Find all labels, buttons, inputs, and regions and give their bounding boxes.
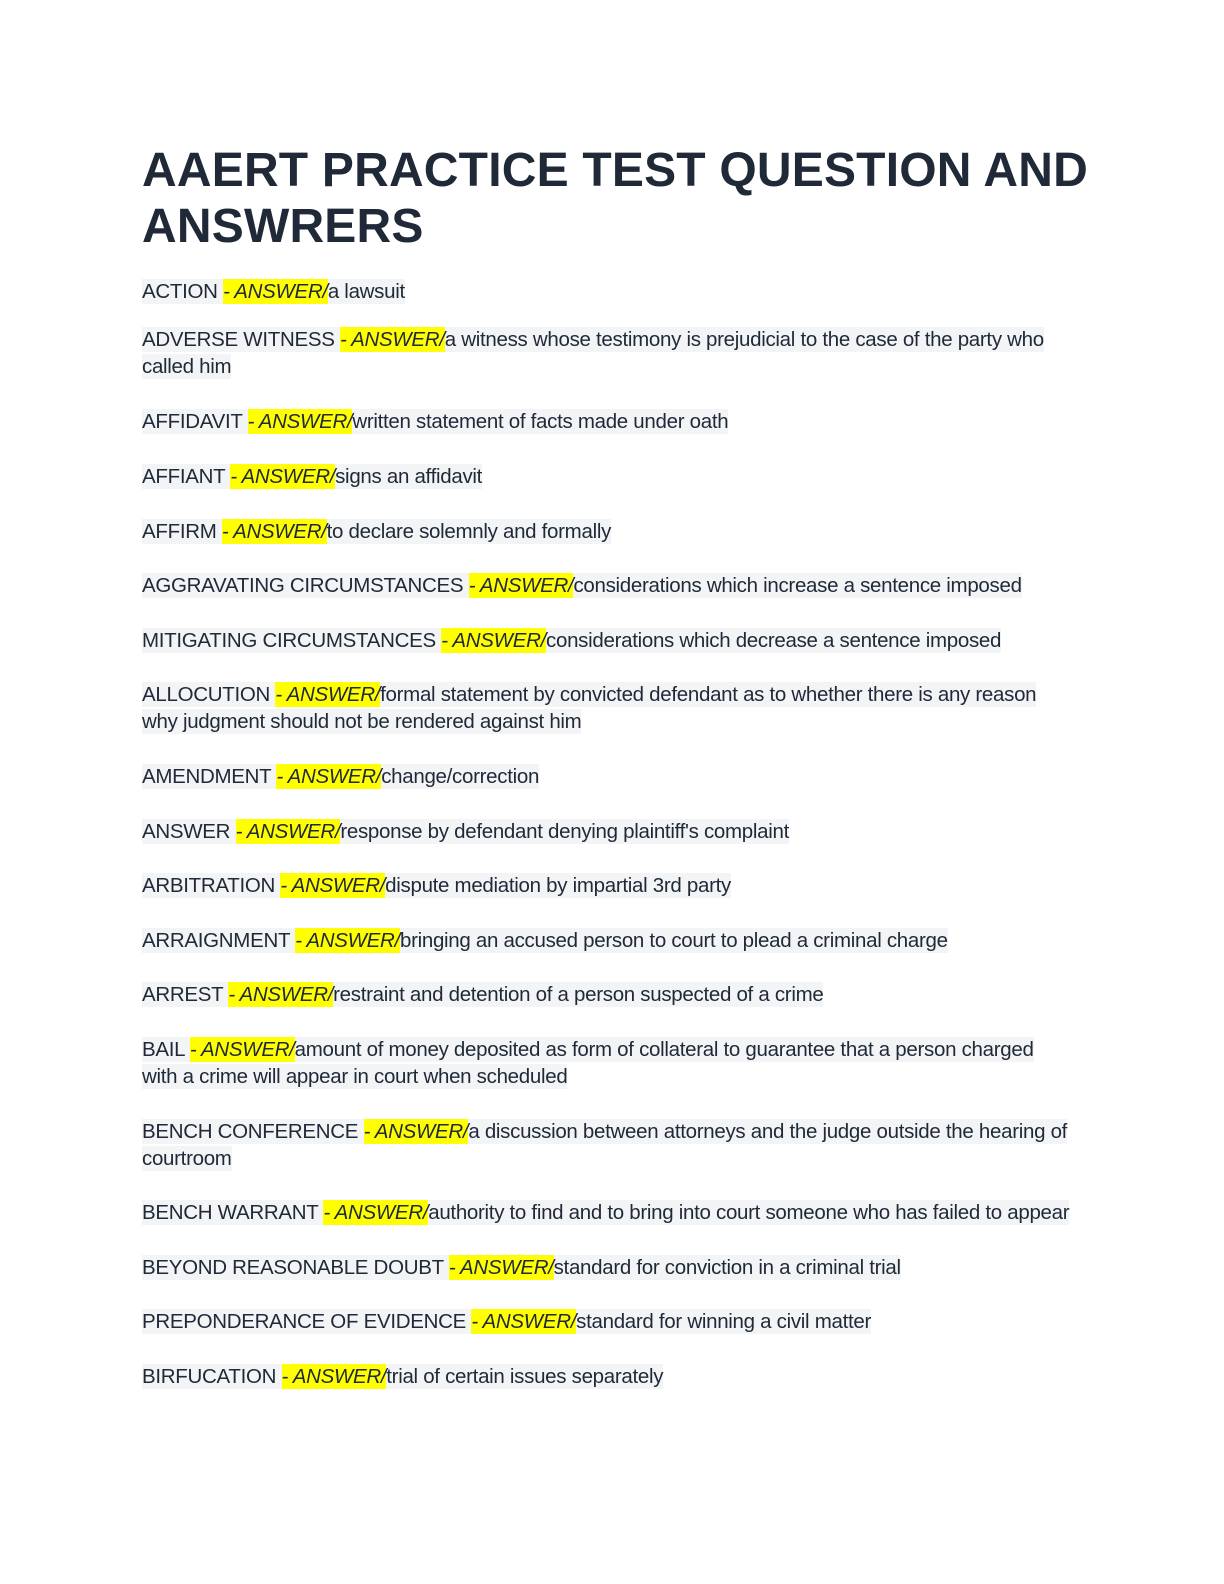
glossary-entry — [142, 1254, 1072, 1281]
glossary-entry — [142, 1118, 1072, 1172]
entry-term: ARRAIGNMENT — [142, 929, 290, 952]
entry-definition: authority to find and to bring into court someone who has failed to appear — [428, 1201, 1070, 1224]
entry-term: AFFIRM — [142, 520, 217, 543]
entry-term: ADVERSE WITNESS — [142, 328, 335, 351]
entry-term: BEYOND REASONABLE DOUBT — [142, 1256, 444, 1279]
entry-definition: considerations which increase a sentence imposed — [573, 574, 1022, 597]
glossary-entry — [142, 572, 1072, 599]
answer-marker: - ANSWER/ — [468, 574, 574, 597]
entry-term: ALLOCUTION — [142, 683, 270, 706]
answer-marker: - ANSWER/ — [441, 629, 547, 652]
answer-marker: - ANSWER/ — [223, 280, 328, 303]
entry-term: AGGRAVATING CIRCUMSTANCES — [142, 574, 464, 597]
answer-marker: - ANSWER/ — [323, 1201, 429, 1224]
answer-marker: - ANSWER/ — [230, 465, 336, 488]
glossary-entry — [142, 1199, 1072, 1226]
entry-definition: bringing an accused person to court to plead a criminal charge — [399, 929, 948, 952]
answer-marker: - ANSWER/ — [295, 929, 400, 952]
answer-marker: - ANSWER/ — [189, 1038, 295, 1061]
glossary-entry — [142, 1308, 1072, 1335]
entry-definition: written statement of facts made under oath — [352, 410, 729, 433]
glossary-entry — [142, 872, 1072, 899]
entry-term: ACTION — [142, 280, 218, 303]
glossary-entry — [142, 763, 1072, 790]
entry-definition: formal statement by convicted defendant as to whether there is any reason why judgment should not be rendered against him — [142, 683, 1037, 733]
entry-definition: amount of money deposited as form of collateral to guarantee that a person charged with a crime will appear in court when scheduled — [142, 1038, 1034, 1088]
entry-term: ARBITRATION — [142, 874, 275, 897]
entry-definition: trial of certain issues separately — [386, 1365, 664, 1388]
entry-term: ANSWER — [142, 820, 231, 843]
glossary-entry — [142, 627, 1072, 654]
glossary-entry — [142, 326, 1072, 380]
entry-term: AFFIANT — [142, 465, 225, 488]
document-title: AAERT PRACTICE TEST QUESTION AND ANSWRERS — [142, 144, 1088, 253]
glossary-entry — [142, 278, 1072, 305]
entry-definition: a discussion between attorneys and the judge outside the hearing of courtroom — [142, 1120, 1068, 1170]
glossary-entry — [142, 681, 1072, 735]
entry-definition: a witness whose testimony is prejudicial to the case of the party who called him — [142, 328, 1044, 378]
answer-marker: - ANSWER/ — [471, 1310, 577, 1333]
entry-term: ARREST — [142, 983, 223, 1006]
answer-marker: - ANSWER/ — [228, 983, 334, 1006]
entry-term: BENCH WARRANT — [142, 1201, 319, 1224]
entry-definition: to declare solemnly and formally — [326, 520, 612, 543]
entry-term: PREPONDERANCE OF EVIDENCE — [142, 1310, 466, 1333]
answer-marker: - ANSWER/ — [281, 1365, 387, 1388]
entry-definition: dispute mediation by impartial 3rd party — [385, 874, 731, 897]
answer-marker: - ANSWER/ — [363, 1120, 469, 1143]
entry-definition: standard for winning a civil matter — [576, 1310, 871, 1333]
entry-term: BAIL — [142, 1038, 185, 1061]
answer-marker: - ANSWER/ — [448, 1256, 554, 1279]
answer-marker: - ANSWER/ — [235, 820, 341, 843]
glossary-entry — [142, 408, 1072, 435]
entry-definition: a lawsuit — [327, 280, 405, 303]
answer-marker: - ANSWER/ — [339, 328, 445, 351]
entry-definition: restraint and detention of a person suspected of a crime — [333, 983, 824, 1006]
entry-definition: considerations which decrease a sentence imposed — [546, 629, 1002, 652]
entry-term: AMENDMENT — [142, 765, 272, 788]
glossary-entry — [142, 981, 1072, 1008]
entry-term: BIRFUCATION — [142, 1365, 277, 1388]
glossary-entry — [142, 1036, 1072, 1090]
entry-definition: standard for conviction in a criminal trial — [553, 1256, 901, 1279]
entry-definition: signs an affidavit — [335, 465, 483, 488]
glossary-entry — [142, 818, 1072, 845]
entry-definition: change/correction — [381, 765, 540, 788]
answer-marker: - ANSWER/ — [221, 520, 327, 543]
entry-term: AFFIDAVIT — [142, 410, 243, 433]
entry-definition: response by defendant denying plaintiff's complaint — [340, 820, 789, 843]
glossary-entry — [142, 927, 1072, 954]
answer-marker: - ANSWER/ — [247, 410, 353, 433]
answer-marker: - ANSWER/ — [275, 683, 381, 706]
glossary-entry — [142, 1363, 1072, 1390]
answer-marker: - ANSWER/ — [280, 874, 386, 897]
glossary-entry — [142, 463, 1072, 490]
entry-term: MITIGATING CIRCUMSTANCES — [142, 629, 436, 652]
entry-term: BENCH CONFERENCE — [142, 1120, 359, 1143]
answer-marker: - ANSWER/ — [276, 765, 382, 788]
glossary-entry — [142, 518, 1072, 545]
